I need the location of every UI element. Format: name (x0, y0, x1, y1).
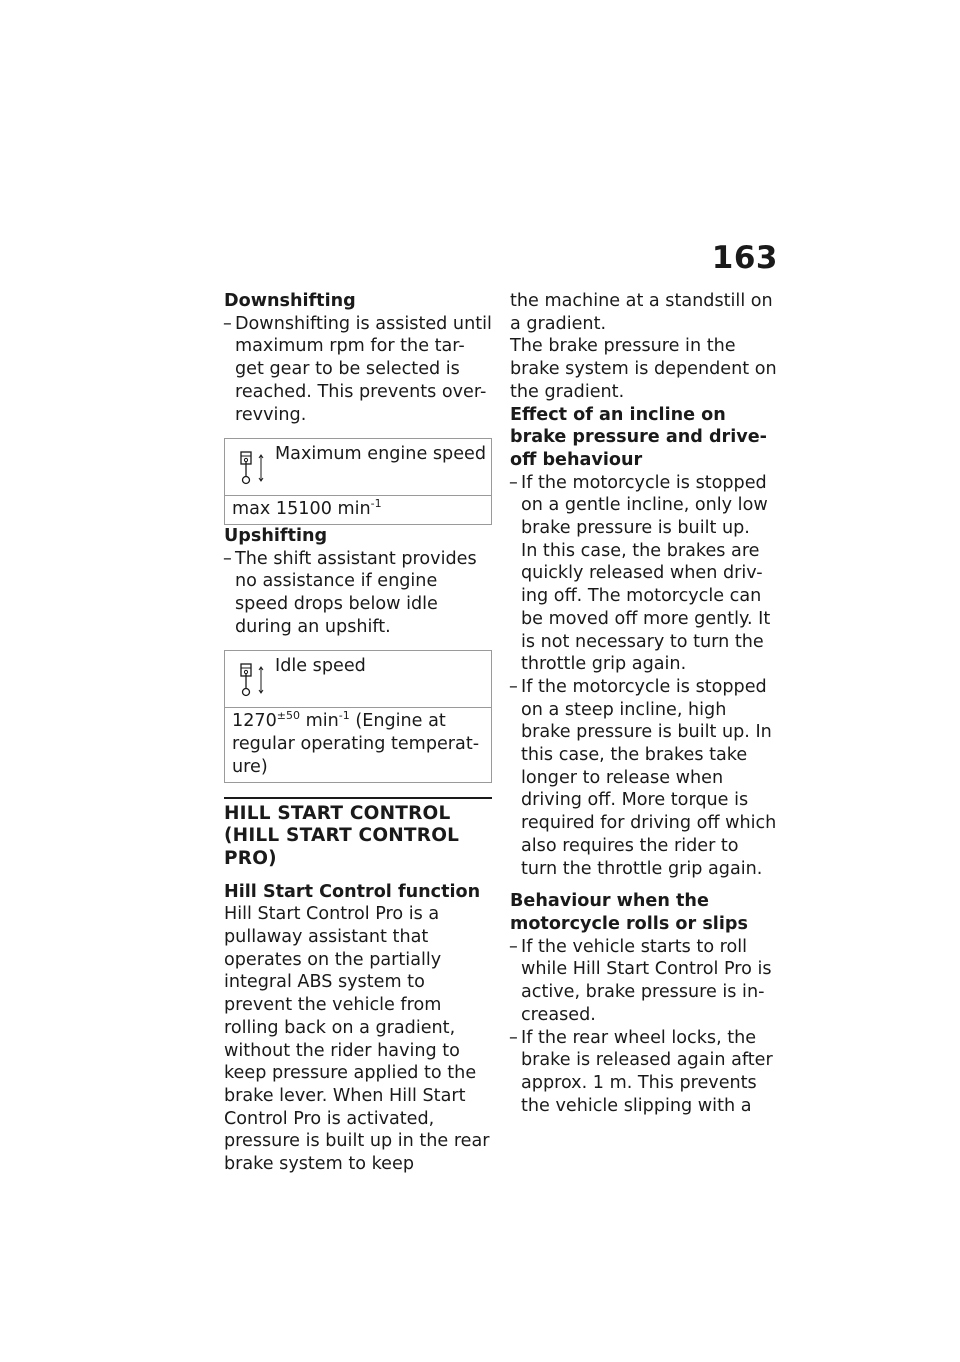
left-column (224, 290, 492, 1176)
dash-marker: – (509, 676, 518, 697)
dash-marker: – (509, 1027, 518, 1048)
downshifting-text: Downshifting is assisted until maximum rpm for the tar-get gear to be selected is reached. This prevents over-revving. (235, 313, 492, 425)
incline-bullet-text: If the motorcycle is stopped on a gentle incline, only low brake pressure is built up. (521, 472, 768, 539)
spec-value-exponent: -1 (338, 709, 350, 723)
max-engine-speed-spec (224, 438, 492, 525)
rolls-bullet (510, 1027, 780, 1118)
rolls-bullet (510, 936, 780, 1027)
idle-speed-spec (224, 650, 492, 782)
incline-bullet-text: If the motorcycle is stopped on a steep incline, high brake pressure is built up. In this case, the brakes take longer to release when driving off. More torque is required for driving off which also requires the rider to turn the throttle grip again. (521, 676, 777, 879)
pressure-text: The brake pressure in the brake system is dependent on the gradient. (510, 336, 777, 402)
downshifting-heading: Downshifting (224, 291, 356, 311)
spec-value (225, 708, 491, 781)
spec-value-text: max 15100 min (232, 499, 371, 520)
rolls-bullet-text: If the rear wheel locks, the brake is released again after approx. 1 m. This prevents the vehicle slipping with a (521, 1027, 773, 1116)
page-number: 163 (711, 240, 778, 276)
spec-value-note: (Engine at regular operating temperat-ure) (232, 711, 480, 777)
dash-marker: – (223, 548, 232, 569)
dash-marker: – (509, 472, 518, 493)
right-column (510, 290, 780, 1117)
incline-bullet (510, 472, 780, 676)
incline-bullet-continued: In this case, the brakes are quickly released when driv-ing off. The motorcycle can be moved off more gently. It is not necessary to turn the throttle grip again. (521, 540, 771, 675)
spec-title: Maximum engine speed (275, 444, 487, 465)
upshifting-heading: Upshifting (224, 525, 328, 546)
incline-heading: Effect of an incline on brake pressure and drive-off behaviour (510, 404, 767, 470)
continued-text: the machine at a standstill on a gradient. (510, 291, 773, 334)
function-heading: Hill Start Control function (224, 881, 481, 902)
spec-value-tolerance: ±50 (276, 709, 300, 723)
rolls-heading: Behaviour when the motorcycle rolls or slips (510, 891, 748, 934)
engine-speed-icon (239, 449, 267, 487)
upshifting-bullet (224, 548, 492, 639)
spec-value (225, 496, 491, 524)
incline-bullet (510, 676, 780, 880)
section-title: HILL START CONTROL (HILL START CONTROL PRO) (224, 797, 492, 871)
spec-value-exponent: -1 (370, 497, 382, 511)
rolls-bullet-text: If the vehicle starts to roll while Hill Start Control Pro is active, brake pressure is in-creased. (521, 936, 772, 1025)
downshifting-bullet (224, 313, 492, 427)
engine-speed-icon (239, 661, 267, 699)
spec-title: Idle speed (275, 656, 366, 677)
upshifting-text: The shift assistant provides no assistance if engine speed drops below idle during an upshift. (235, 548, 477, 637)
function-text: Hill Start Control Pro is a pullaway assistant that operates on the partially integral ABS system to prevent the vehicle from rolling back on a gradient, without the rider having to keep pressure applied to the brake lever. When Hill Start Control Pro is activated, pressure is built up in the rear brake system to keep (224, 904, 490, 1175)
dash-marker: – (223, 313, 232, 334)
dash-marker: – (509, 936, 518, 957)
spec-value-unit: min (300, 711, 339, 732)
spec-value-number: 1270 (232, 711, 277, 732)
